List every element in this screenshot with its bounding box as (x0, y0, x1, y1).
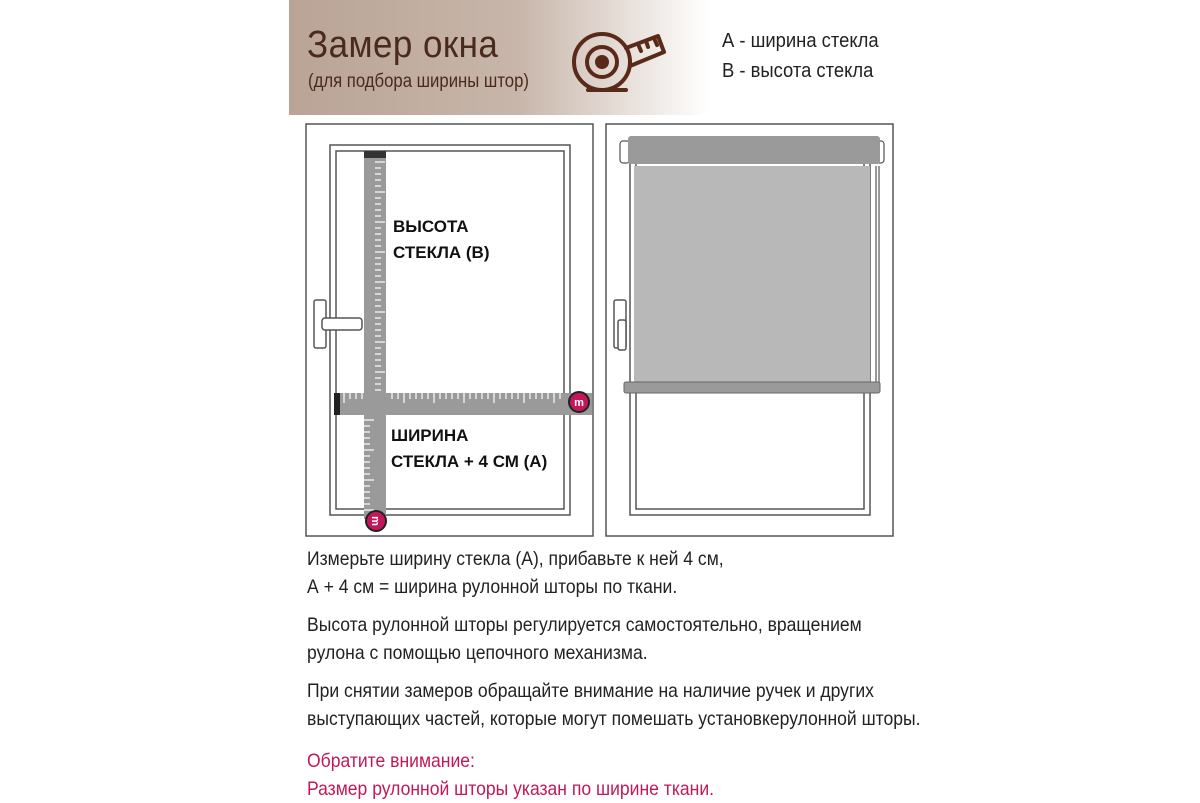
legend-b: В - высота стекла (722, 60, 874, 82)
right-window (606, 124, 893, 536)
instruction-paragraph-3 (307, 677, 921, 733)
attention-note-title: Обратите внимание: (307, 750, 475, 772)
instruction-paragraph-2 (307, 611, 862, 667)
instruction-paragraph-1 (307, 545, 724, 601)
instruction-1-line-2: А + 4 см = ширина рулонной шторы по ткани. (307, 576, 678, 598)
height-label (393, 214, 489, 266)
window-handle-right (614, 300, 626, 350)
instruction-1-line-1: Измерьте ширину стекла (А), прибавьте к ней 4 см, (307, 548, 724, 570)
width-label-line2: СТЕКЛА + 4 СМ (А) (391, 452, 548, 471)
height-label-line2: СТЕКЛА (В) (393, 243, 490, 262)
instruction-3-line-1: При снятии замеров обращайте внимание на наличие ручек и других (307, 680, 874, 702)
instruction-2-line-2: рулона с помощью цепочного механизма. (307, 642, 648, 664)
roller-blind (620, 136, 884, 393)
tape-end-badge-right (569, 392, 589, 412)
height-label-line1: ВЫСОТА (393, 217, 469, 236)
svg-text:m: m (369, 516, 381, 526)
instruction-2-line-1: Высота рулонной шторы регулируется самостоятельно, вращением (307, 614, 862, 636)
width-label-line1: ШИРИНА (391, 426, 469, 445)
svg-text:m: m (574, 397, 584, 409)
instruction-3-line-2: выступающих частей, которые могут помешать установкерулонной шторы. (307, 708, 921, 730)
vertical-tape (364, 151, 386, 519)
attention-note (307, 747, 714, 803)
legend-a: А - ширина стекла (722, 30, 879, 52)
horizontal-tape (334, 393, 592, 415)
width-label (391, 423, 547, 475)
page-title: Замер окна (307, 24, 499, 66)
tape-end-badge-bottom (366, 511, 386, 531)
page-subtitle: (для подбора ширины штор) (308, 71, 529, 92)
attention-note-text: Размер рулонной шторы указан по ширине ткани. (307, 778, 715, 800)
